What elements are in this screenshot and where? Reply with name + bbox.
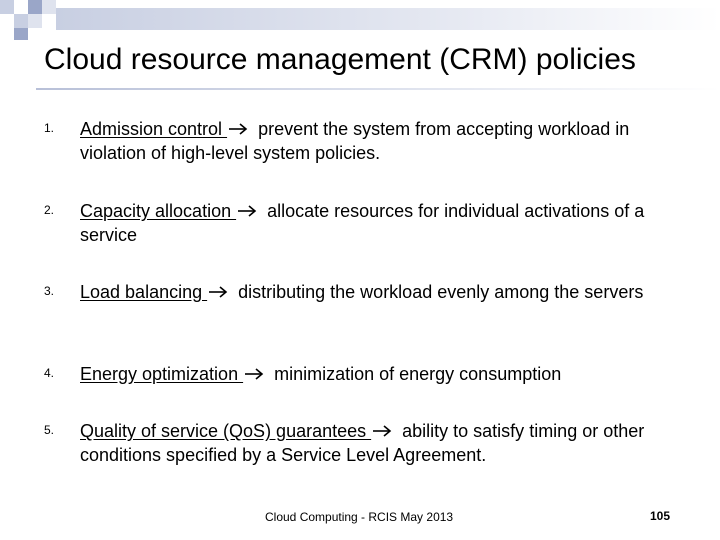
header-decoration	[0, 0, 720, 40]
page-number: 105	[650, 509, 671, 523]
list-item-description: ability to satisfy timing or other conditions specified by a Service Level Agreement.	[80, 421, 645, 465]
slide-title: Cloud resource management (CRM) policies	[44, 43, 636, 76]
decoration-square	[42, 0, 56, 14]
list-item-text	[80, 280, 680, 304]
list-item-term: Capacity allocation	[80, 201, 237, 221]
list-number: 4.	[44, 366, 55, 380]
right-arrow-icon	[229, 123, 249, 135]
list-item-description: distributing the workload evenly among the servers	[233, 282, 644, 302]
decoration-square	[28, 14, 42, 28]
list-item-term: Admission control	[80, 119, 228, 139]
list-item-text	[80, 419, 680, 467]
list-item-description: allocate resources for individual activations of a service	[80, 201, 645, 245]
list-number: 2.	[44, 203, 55, 217]
list-item-text	[80, 117, 680, 165]
right-arrow-icon	[238, 205, 258, 217]
decoration-bar	[56, 8, 720, 30]
right-arrow-icon	[245, 368, 265, 380]
list-item-description: minimization of energy consumption	[269, 364, 562, 384]
decoration-square	[0, 14, 14, 28]
right-arrow-icon	[373, 425, 393, 437]
list-item-description: prevent the system from accepting workload in violation of high-level system policies.	[80, 119, 630, 163]
list-number: 5.	[44, 423, 55, 437]
right-arrow-icon	[209, 286, 229, 298]
list-number: 3.	[44, 284, 55, 298]
decoration-square	[14, 14, 28, 28]
list-item-term: Quality of service (QoS) guarantees	[80, 421, 372, 441]
list-item-term: Load balancing	[80, 282, 208, 302]
decoration-square	[0, 0, 14, 14]
list-item-text	[80, 362, 680, 386]
slide-footer: Cloud Computing - RCIS May 2013	[265, 510, 454, 524]
title-divider	[36, 88, 720, 90]
list-item-term: Energy optimization	[80, 364, 244, 384]
decoration-square	[14, 0, 28, 14]
list-item-text	[80, 199, 680, 247]
list-number: 1.	[44, 121, 55, 135]
decoration-square	[14, 28, 28, 40]
decoration-square	[28, 0, 42, 14]
